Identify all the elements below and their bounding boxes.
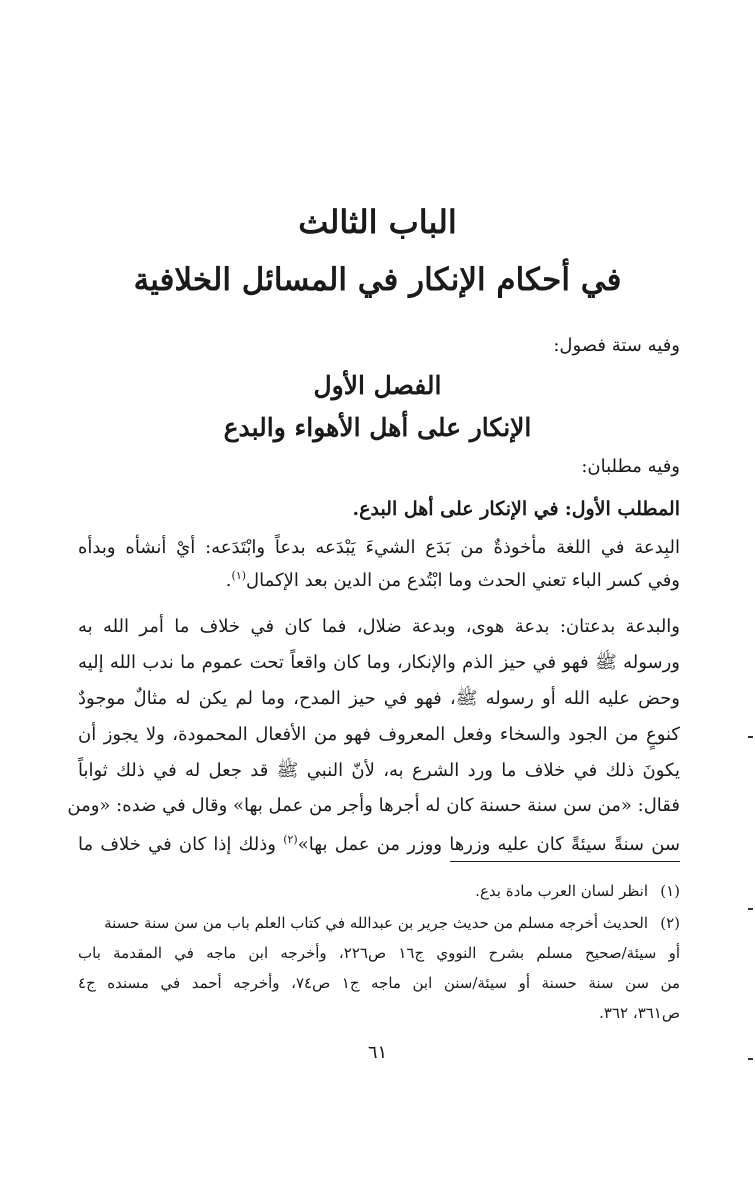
footnote-2 [78, 910, 680, 936]
footnote-text: ص٣٦١، ٣٦٢. [599, 1004, 680, 1022]
paragraph-line: ورسوله ﷺ فهو في حيز الذم والإنكار، وما كان واقعاً تحت عموم ما ندب الله إليه [78, 652, 680, 673]
edge-mark [748, 736, 753, 738]
footnote-ref: (١) [231, 569, 247, 582]
section-intro: وفيه مطلبان: [581, 456, 680, 477]
footnote-text: أو سيئة/صحيح مسلم بشرح النووي ج١٦ ص٢٢٦، وأخرجه ابن ماجه في المقدمة باب [78, 944, 680, 962]
paragraph-line: يكونَ ذلك في خلاف ما ورد الشرع به، لأنّ النبي ﷺ قد جعل له في ذلك ثواباً [78, 760, 680, 781]
section-title: الفصل الأول [313, 371, 442, 400]
paragraph-line [78, 825, 680, 860]
footnote-text: الحديث أخرجه مسلم من حديث جرير بن عبدالله في كتاب العلم باب من سن سنة حسنة [104, 914, 648, 932]
paragraph-line: كنوعٍ من الجود والسخاء وفعل المعروف فهو من الأفعال المحمودة، ولا يجوز أن [78, 724, 680, 745]
paragraph-line [78, 561, 680, 596]
page-number: ٦١ [367, 1042, 388, 1063]
paragraph-line: وحض عليه الله أو رسوله ﷺ، فهو في حيز المدح، وما لم يكن له مثالٌ موجودٌ [78, 688, 680, 709]
paragraph-text: وفي كسر الباء تعني الحدث وما ابْتُدع من الدين بعد الإكمال [246, 570, 680, 591]
paragraph-line: والبدعة بدعتان: بدعة هوى، وبدعة ضلال، فما كان في خلاف ما أمر الله به [78, 616, 680, 637]
paragraph-text: وذلك إذا كان في خلاف ما [78, 834, 284, 855]
footnote-text: انظر لسان العرب مادة بدع. [475, 882, 648, 900]
edge-mark [748, 908, 753, 910]
footnote-number: (١) [660, 882, 680, 900]
requirement-heading [353, 494, 680, 524]
paragraph-text: . [225, 570, 232, 591]
section-subtitle: الإنكار على أهل الأهواء والبدع [223, 413, 532, 442]
footnote-number: (٢) [660, 914, 680, 932]
paragraph-text: سن سنةً سيئةً كان عليه وزرها ووزر من عمل بها» [297, 834, 680, 855]
chapter-intro: وفيه ستة فصول: [553, 335, 680, 356]
edge-mark [748, 1058, 753, 1060]
chapter-subtitle: في أحكام الإنكار في المسائل الخلافية [133, 262, 622, 298]
chapter-title: الباب الثالث [298, 203, 457, 241]
paragraph-line: البِدعة في اللغة مأخوذةٌ من بَدَع الشيءَ يَبْدَعه بدعاً وابْتَدَعه: أيْ أنشأه وبدأه [78, 537, 680, 558]
requirement-label: المطلب الأول: [564, 498, 680, 520]
footnote-divider [450, 861, 680, 862]
footnote-text: من سن سنة حسنة أو سيئة/سنن ابن ماجه ج١ ص٧٤، وأخرجه أحمد في مسنده ج٤ [78, 974, 680, 992]
footnote-ref: (٢) [283, 833, 298, 846]
requirement-text: في الإنكار على أهل البدع. [352, 498, 559, 520]
footnote-1 [78, 878, 680, 904]
paragraph-line: فقال: «من سن سنة حسنة كان له أجرها وأجر من عمل بها» وقال في ضده: «ومن [67, 795, 680, 816]
